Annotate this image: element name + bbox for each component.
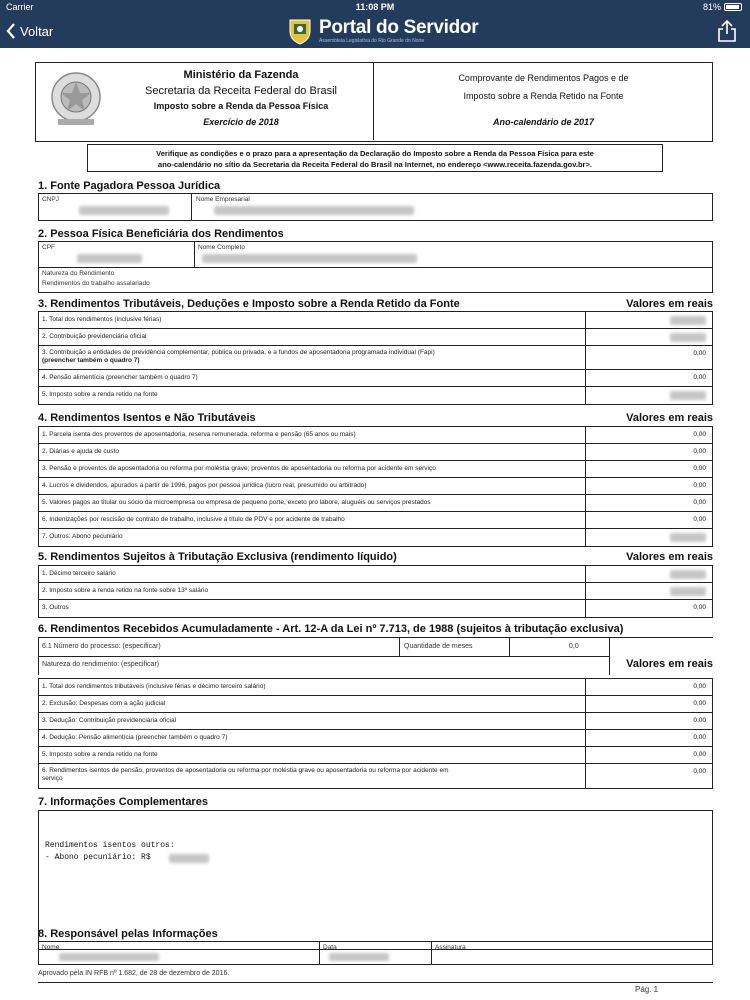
redacted-cpf bbox=[77, 254, 142, 263]
table-row: 3. Dedução: Contribuição previdenciária oficial 0,00 bbox=[39, 713, 712, 730]
battery-percent: 81% bbox=[702, 2, 721, 12]
receipt-title-line1: Comprovante de Rendimentos Pagos e de bbox=[458, 73, 629, 83]
date-label: Data bbox=[323, 944, 337, 951]
section-6-values-label: Valores em reais bbox=[626, 658, 713, 670]
months-value: 0,0 bbox=[569, 643, 579, 650]
section-3-title: 3. Rendimentos Tributáveis, Deduções e Imposto sobre a Renda Retido da Fonte bbox=[38, 298, 460, 310]
verification-notice: Verifique as condições e o prazo para a apresentação da Declaração do Imposto sobre a Renda da Pessoa Física para este ano-calendário no sítio da Secretaria da Receita Federal do Brasil na Internet, no endereço <www.receita.fazenda.gov.br>. bbox=[87, 144, 663, 172]
redacted-name bbox=[59, 953, 159, 961]
section-4-table bbox=[38, 426, 713, 547]
table-row: 2. Contribuição previdenciária oficial bbox=[39, 329, 712, 346]
section-5-table bbox=[38, 565, 713, 618]
section-4-title: 4. Rendimentos Isentos e Não Tributáveis bbox=[38, 412, 256, 424]
income-nature-value: Rendimentos do trabalho assalariado bbox=[42, 280, 150, 287]
section-8-title: 8. Responsável pelas Informações bbox=[38, 928, 218, 940]
calendar-year: Ano-calendário de 2017 bbox=[492, 117, 595, 127]
months-label: Quantidade de meses bbox=[404, 643, 473, 650]
redacted-value bbox=[670, 533, 706, 542]
clock: 11:08 PM bbox=[355, 2, 395, 12]
back-label: Voltar bbox=[20, 23, 54, 39]
table-row: 5. Imposto sobre a renda retido na fonte bbox=[39, 387, 712, 404]
app-subtitle: Assembleia Legislativa do Rio Grande do Norte bbox=[319, 38, 425, 44]
income-nature-label: Natureza do Rendimento bbox=[42, 270, 115, 277]
section-6-table bbox=[38, 678, 713, 789]
section-2-title: 2. Pessoa Física Beneficiária dos Rendimentos bbox=[38, 228, 284, 240]
table-row: 7. Outros: Abono pecuniário bbox=[39, 529, 712, 546]
national-seal-icon bbox=[48, 69, 104, 129]
complementary-line-1: Rendimentos isentos outros: bbox=[45, 841, 175, 850]
status-bar bbox=[0, 0, 750, 14]
table-row: 1. Total dos rendimentos (inclusive férias) bbox=[39, 312, 712, 329]
table-row: 2. Exclusão: Despesas com a ação judicial 0,00 bbox=[39, 696, 712, 713]
name-label: Nome bbox=[42, 944, 60, 951]
section-7-title: 7. Informações Complementares bbox=[38, 796, 208, 808]
payer-box bbox=[38, 193, 713, 221]
redacted-value bbox=[670, 587, 706, 596]
redacted-date bbox=[329, 953, 389, 961]
process-number-label: 6.1 Número do processo: (especificar) bbox=[42, 643, 161, 650]
footer-divider bbox=[38, 982, 713, 983]
battery-indicator bbox=[703, 2, 742, 12]
full-name-label: Nome Completo bbox=[198, 244, 245, 251]
responsible-box bbox=[38, 941, 713, 965]
carrier-label: Carrier bbox=[6, 2, 34, 12]
table-row: 5. Imposto sobre a renda retido na fonte 0,00 bbox=[39, 747, 712, 764]
app-title: Portal do Servidor bbox=[319, 17, 479, 38]
section-3-table bbox=[38, 311, 713, 405]
table-row: 1. Total dos rendimentos tributáveis (inclusive férias e décimo terceiro salário) 0,00 bbox=[39, 679, 712, 696]
income-statement-document bbox=[35, 58, 713, 993]
redacted-cnpj bbox=[79, 206, 169, 215]
table-row: 3. Outros 0,00 bbox=[39, 600, 712, 617]
approval-note: Aprovado pela IN RFB nº 1.682, de 28 de dezembro de 2016. bbox=[38, 970, 230, 977]
table-row: 5. Valores pagos ao titular ou sócio da microempresa ou empresa de pequeno porte, exceto pro labore, aluguéis ou serviços prestados 0,00 bbox=[39, 495, 712, 512]
redacted-value bbox=[670, 570, 706, 579]
table-row: 4. Lucros e dividendos, apurados a partir de 1996, pagos por pessoa jurídica (lucro real, presumido ou arbitrado) 0,00 bbox=[39, 478, 712, 495]
table-row: 2. Imposto sobre a renda retido na fonte sobre 13º salário bbox=[39, 583, 712, 600]
tax-name: Imposto sobre a Renda da Pessoa Física bbox=[153, 101, 329, 111]
share-button[interactable] bbox=[716, 19, 738, 43]
secretariat-name: Secretaria da Receita Federal do Brasil bbox=[145, 85, 337, 97]
receipt-title-line2: Imposto sobre a Renda Retido na Fonte bbox=[463, 91, 624, 101]
section-1-title: 1. Fonte Pagadora Pessoa Jurídica bbox=[38, 180, 221, 192]
table-row: 2. Diárias e ajuda de custo 0,00 bbox=[39, 444, 712, 461]
table-row: 4. Pensão alimentícia (preencher também o quadro 7) 0,00 bbox=[39, 370, 712, 387]
section-5-values-label: Valores em reais bbox=[626, 551, 713, 563]
battery-icon bbox=[724, 3, 742, 11]
back-button[interactable] bbox=[6, 20, 53, 42]
section-5-title: 5. Rendimentos Sujeitos à Tributação Exclusiva (rendimento líquido) bbox=[38, 551, 397, 563]
app-brand bbox=[287, 16, 478, 46]
redacted-value bbox=[670, 333, 706, 342]
table-row: 3. Pensão e proventos de aposentadoria ou reforma por moléstia grave; proventos de aposentadoria ou reforma por acidente em serviço 0,00 bbox=[39, 461, 712, 478]
signature-label: Assinatura bbox=[435, 944, 466, 951]
section-3-values-label: Valores em reais bbox=[626, 298, 713, 310]
table-row: 6. Indenizações por rescisão de contrato de trabalho, inclusive a título de PDV e por acidente de trabalho 0,00 bbox=[39, 512, 712, 529]
cpf-label: CPF bbox=[42, 244, 55, 251]
chevron-left-icon bbox=[6, 23, 16, 39]
redacted-value bbox=[169, 854, 209, 863]
redacted-value bbox=[670, 316, 706, 325]
exercise-year: Exercício de 2018 bbox=[203, 117, 279, 127]
complementary-line-2: - Abono pecuniário: R$ bbox=[45, 853, 151, 862]
page-number: Pág. 1 bbox=[635, 985, 659, 994]
share-icon bbox=[716, 19, 738, 43]
document-header bbox=[35, 62, 713, 142]
company-name-label: Nome Empresarial bbox=[196, 196, 250, 203]
table-row: 1. Décimo terceiro salário bbox=[39, 566, 712, 583]
redacted-company-name bbox=[214, 206, 414, 215]
beneficiary-box bbox=[38, 241, 713, 293]
ministry-name: Ministério da Fazenda bbox=[183, 69, 299, 81]
section-6-title: 6. Rendimentos Recebidos Acumuladamente - Art. 12-A da Lei nº 7.713, de 1988 (sujeitos à tributação exclusiva) bbox=[38, 623, 624, 635]
table-row: 3. Contribuição a entidades de previdência complementar, pública ou privada, e a fundos de aposentadoria programada individual (Fapi) (preencher também o quadro 7) 0,00 bbox=[39, 346, 712, 370]
accumulated-income-info bbox=[38, 637, 713, 675]
table-row: 6. Rendimentos isentos de pensão, proventos de aposentadoria ou reforma por moléstia grave ou aposentadoria ou reforma por acidente em serviço 0,00 bbox=[39, 764, 712, 788]
section-4-values-label: Valores em reais bbox=[626, 412, 713, 424]
coat-of-arms-icon bbox=[287, 17, 313, 45]
cnpj-label: CNPJ bbox=[42, 196, 59, 203]
navigation-bar bbox=[0, 14, 750, 48]
income-nature-field: Natureza do rendimento: (especificar) bbox=[42, 661, 160, 668]
table-row: 4. Dedução: Pensão alimentícia (preencher também o quadro 7) 0,00 bbox=[39, 730, 712, 747]
redacted-value bbox=[670, 391, 706, 400]
redacted-full-name bbox=[202, 254, 417, 263]
table-row: 1. Parcela isenta dos proventos de aposentadoria, reserva remunerada, reforma e pensão (65 anos ou mais) 0,00 bbox=[39, 427, 712, 444]
